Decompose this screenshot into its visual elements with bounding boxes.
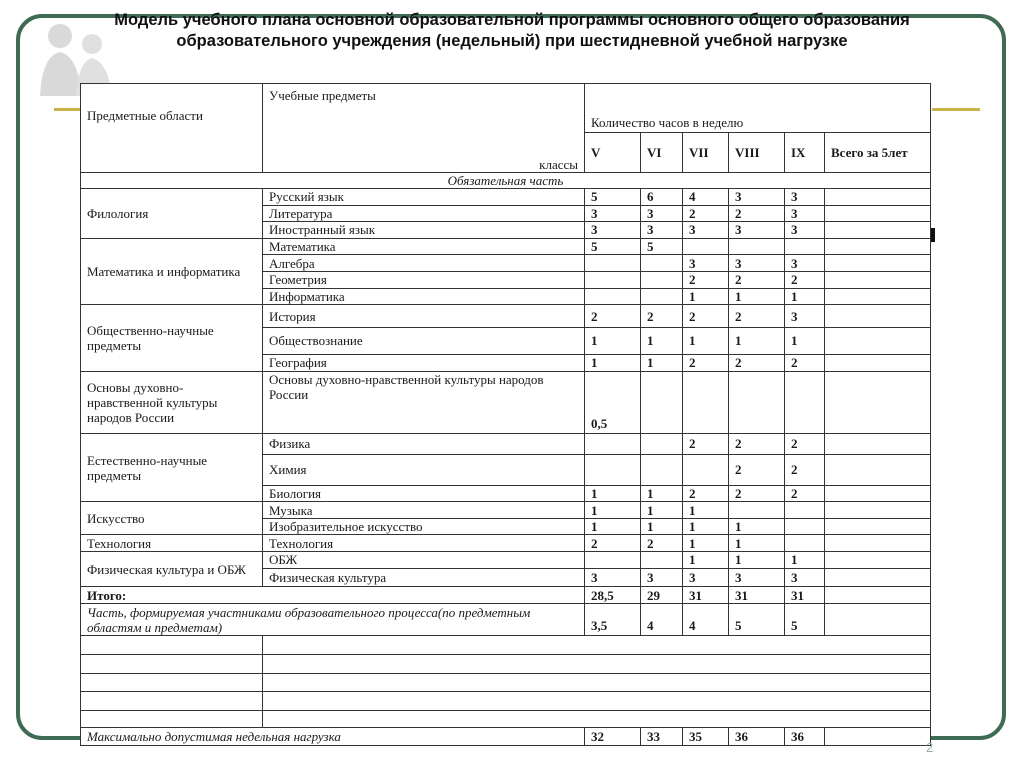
total-cell [825,222,931,239]
subject-name: Литература [263,205,585,222]
hours-cell: 3 [785,189,825,206]
total-cell [825,535,931,552]
hours-cell [785,238,825,255]
hours-cell: 1 [785,552,825,569]
hours-cell: 1 [585,502,641,519]
blank-row [81,692,931,711]
variable-part-label: Часть, формируемая участниками образовательного процесса(по предметным областям и предметам) [81,604,585,636]
blank-cell [81,710,263,727]
hours-cell: 2 [729,485,785,502]
hours-cell: 5 [641,238,683,255]
grade-7: VII [683,132,729,172]
subject-area: Основы духовно-нравственной культуры народов России [81,371,263,433]
variable-part-row [81,604,931,636]
header-total: Всего за 5лет [825,132,931,172]
total-cell [825,288,931,305]
header-hours: Количество часов в неделю [585,84,931,133]
header-subjects-cell [263,84,585,173]
variable-hours: 4 [641,604,683,636]
header-grades-word: классы [539,157,578,172]
header-areas: Предметные области [81,84,263,173]
variable-hours: 3,5 [585,604,641,636]
hours-cell: 1 [729,535,785,552]
hours-cell: 1 [683,327,729,354]
hours-cell: 1 [729,288,785,305]
hours-cell: 3 [785,255,825,272]
grade-5: V [585,132,641,172]
hours-cell: 1 [729,518,785,535]
total-cell [825,238,931,255]
total-sum [825,587,931,604]
total-cell [825,189,931,206]
total-cell [825,354,931,371]
blank-cell [81,673,263,692]
subject-row [81,433,931,454]
hours-cell [641,288,683,305]
hours-cell: 1 [585,354,641,371]
hours-cell [729,371,785,433]
curriculum-table [80,83,931,746]
hours-cell [585,271,641,288]
subject-row [81,371,931,433]
subject-name: Русский язык [263,189,585,206]
subject-area: Естественно-научные предметы [81,433,263,501]
hours-cell: 1 [641,502,683,519]
grade-6: VI [641,132,683,172]
max-load-hours: 35 [683,727,729,746]
hours-cell: 3 [785,305,825,328]
subject-name: Изобразительное искусство [263,518,585,535]
max-load-hours: 32 [585,727,641,746]
hours-cell: 1 [683,535,729,552]
hours-cell: 3 [641,205,683,222]
total-cell [825,327,931,354]
subject-name: Основы духовно-нравственной культуры народов России [263,371,585,433]
subject-row [81,189,931,206]
hours-cell [585,288,641,305]
hours-cell: 1 [683,502,729,519]
hours-cell: 2 [641,305,683,328]
subject-area: Филология [81,189,263,239]
hours-cell [641,371,683,433]
subject-row [81,502,931,519]
hours-cell [585,552,641,569]
hours-cell: 2 [729,271,785,288]
subject-area: Математика и информатика [81,238,263,304]
hours-cell [585,454,641,485]
variable-hours: 5 [729,604,785,636]
blank-cell [263,710,931,727]
subject-name: Обществознание [263,327,585,354]
areas-body [81,189,931,587]
slide-title: Модель учебного плана основной образовательной программы основного общего образования образовательного учреждения (недельный) при шестидневной учебной нагрузке [114,11,910,50]
hours-cell: 0,5 [585,371,641,433]
hours-cell: 3 [729,189,785,206]
hours-cell: 5 [585,238,641,255]
hours-cell: 3 [729,255,785,272]
hours-cell: 2 [785,271,825,288]
hours-cell: 3 [683,222,729,239]
blank-cell [263,636,931,655]
max-load-sum [825,727,931,746]
subject-name: Физическая культура [263,568,585,587]
hours-cell [641,433,683,454]
hours-cell [641,255,683,272]
page-number: 2 [926,740,934,755]
subject-area: Технология [81,535,263,552]
total-hours: 31 [785,587,825,604]
hours-cell [785,535,825,552]
subject-area: Физическая культура и ОБЖ [81,552,263,587]
hours-cell: 1 [729,552,785,569]
max-load-hours: 36 [729,727,785,746]
header-subjects: Учебные предметы [269,88,376,103]
mandatory-part-label: Обязательная часть [81,173,931,189]
hours-cell: 1 [683,288,729,305]
subject-row [81,305,931,328]
hours-cell: 2 [683,305,729,328]
max-load-row [81,727,931,746]
hours-cell [729,502,785,519]
total-cell [825,255,931,272]
hours-cell: 1 [585,327,641,354]
hours-cell: 2 [683,271,729,288]
hours-cell: 3 [641,222,683,239]
hours-cell: 2 [729,454,785,485]
grade-8: VIII [729,132,785,172]
hours-cell: 1 [785,288,825,305]
hours-cell: 6 [641,189,683,206]
total-hours: 31 [729,587,785,604]
hours-cell: 2 [585,535,641,552]
blank-row [81,636,931,655]
subject-name: География [263,354,585,371]
total-cell [825,433,931,454]
grade-9: IX [785,132,825,172]
hours-cell: 2 [785,485,825,502]
blank-row [81,673,931,692]
subject-row [81,552,931,569]
hours-cell [641,454,683,485]
hours-cell: 3 [683,255,729,272]
subject-area: Общественно-научные предметы [81,305,263,371]
hours-cell: 2 [683,485,729,502]
total-cell [825,485,931,502]
max-load-hours: 33 [641,727,683,746]
hours-cell: 2 [683,354,729,371]
hours-cell: 3 [683,568,729,587]
hours-cell: 1 [585,518,641,535]
hours-cell [785,518,825,535]
total-cell [825,552,931,569]
subject-row [81,238,931,255]
subject-name: ОБЖ [263,552,585,569]
total-cell [825,305,931,328]
total-cell [825,518,931,535]
hours-cell: 5 [585,189,641,206]
hours-cell: 3 [785,222,825,239]
blank-row [81,654,931,673]
blank-cell [263,692,931,711]
hours-cell: 2 [785,454,825,485]
hours-cell: 1 [585,485,641,502]
max-load-hours: 36 [785,727,825,746]
hours-cell: 3 [585,205,641,222]
subject-name: Музыка [263,502,585,519]
hours-cell: 2 [683,205,729,222]
hours-cell: 1 [641,518,683,535]
hours-cell: 3 [785,568,825,587]
subject-row [81,535,931,552]
hours-cell: 3 [785,205,825,222]
variable-hours: 5 [785,604,825,636]
total-cell [825,454,931,485]
hours-cell: 2 [785,433,825,454]
subject-name: Биология [263,485,585,502]
hours-cell [785,502,825,519]
subject-name: Алгебра [263,255,585,272]
max-load-label: Максимально допустимая недельная нагрузка [81,727,585,746]
total-cell [825,371,931,433]
total-hours: 31 [683,587,729,604]
total-cell [825,568,931,587]
total-hours: 29 [641,587,683,604]
hours-cell [641,271,683,288]
hours-cell [785,371,825,433]
subject-name: Физика [263,433,585,454]
hours-cell: 2 [729,305,785,328]
hours-cell: 1 [641,354,683,371]
hours-cell: 3 [729,568,785,587]
hours-cell [641,552,683,569]
hours-cell: 2 [683,433,729,454]
blank-cell [263,654,931,673]
hours-cell: 2 [785,354,825,371]
hours-cell: 3 [585,568,641,587]
blank-cell [81,692,263,711]
hours-cell: 2 [729,433,785,454]
blank-rows [81,636,931,727]
hours-cell: 2 [585,305,641,328]
subject-name: Информатика [263,288,585,305]
blank-cell [263,673,931,692]
subject-name: Химия [263,454,585,485]
hours-cell: 2 [729,354,785,371]
variable-sum [825,604,931,636]
blank-cell [81,636,263,655]
hours-cell: 1 [641,327,683,354]
hours-cell: 3 [729,222,785,239]
hours-cell: 4 [683,189,729,206]
total-row [81,587,931,604]
hours-cell: 1 [729,327,785,354]
hours-cell: 1 [641,485,683,502]
blank-cell [81,654,263,673]
subject-name: Иностранный язык [263,222,585,239]
hours-cell: 2 [641,535,683,552]
hours-cell: 3 [641,568,683,587]
blank-row [81,710,931,727]
subject-name: Технология [263,535,585,552]
hours-cell [683,454,729,485]
hours-cell [585,433,641,454]
subject-name: Математика [263,238,585,255]
accent-line-right [932,108,980,111]
total-cell [825,502,931,519]
hours-cell: 1 [683,552,729,569]
hours-cell [683,238,729,255]
variable-hours: 4 [683,604,729,636]
total-cell [825,271,931,288]
hours-cell: 3 [585,222,641,239]
hours-cell [585,255,641,272]
total-hours: 28,5 [585,587,641,604]
curriculum-table-container [80,83,930,745]
hours-cell: 1 [683,518,729,535]
hours-cell: 1 [785,327,825,354]
subject-name: Геометрия [263,271,585,288]
hours-cell [729,238,785,255]
hours-cell [683,371,729,433]
hours-cell: 2 [729,205,785,222]
total-label: Итого: [81,587,585,604]
subject-name: История [263,305,585,328]
subject-area: Искусство [81,502,263,535]
total-cell [825,205,931,222]
